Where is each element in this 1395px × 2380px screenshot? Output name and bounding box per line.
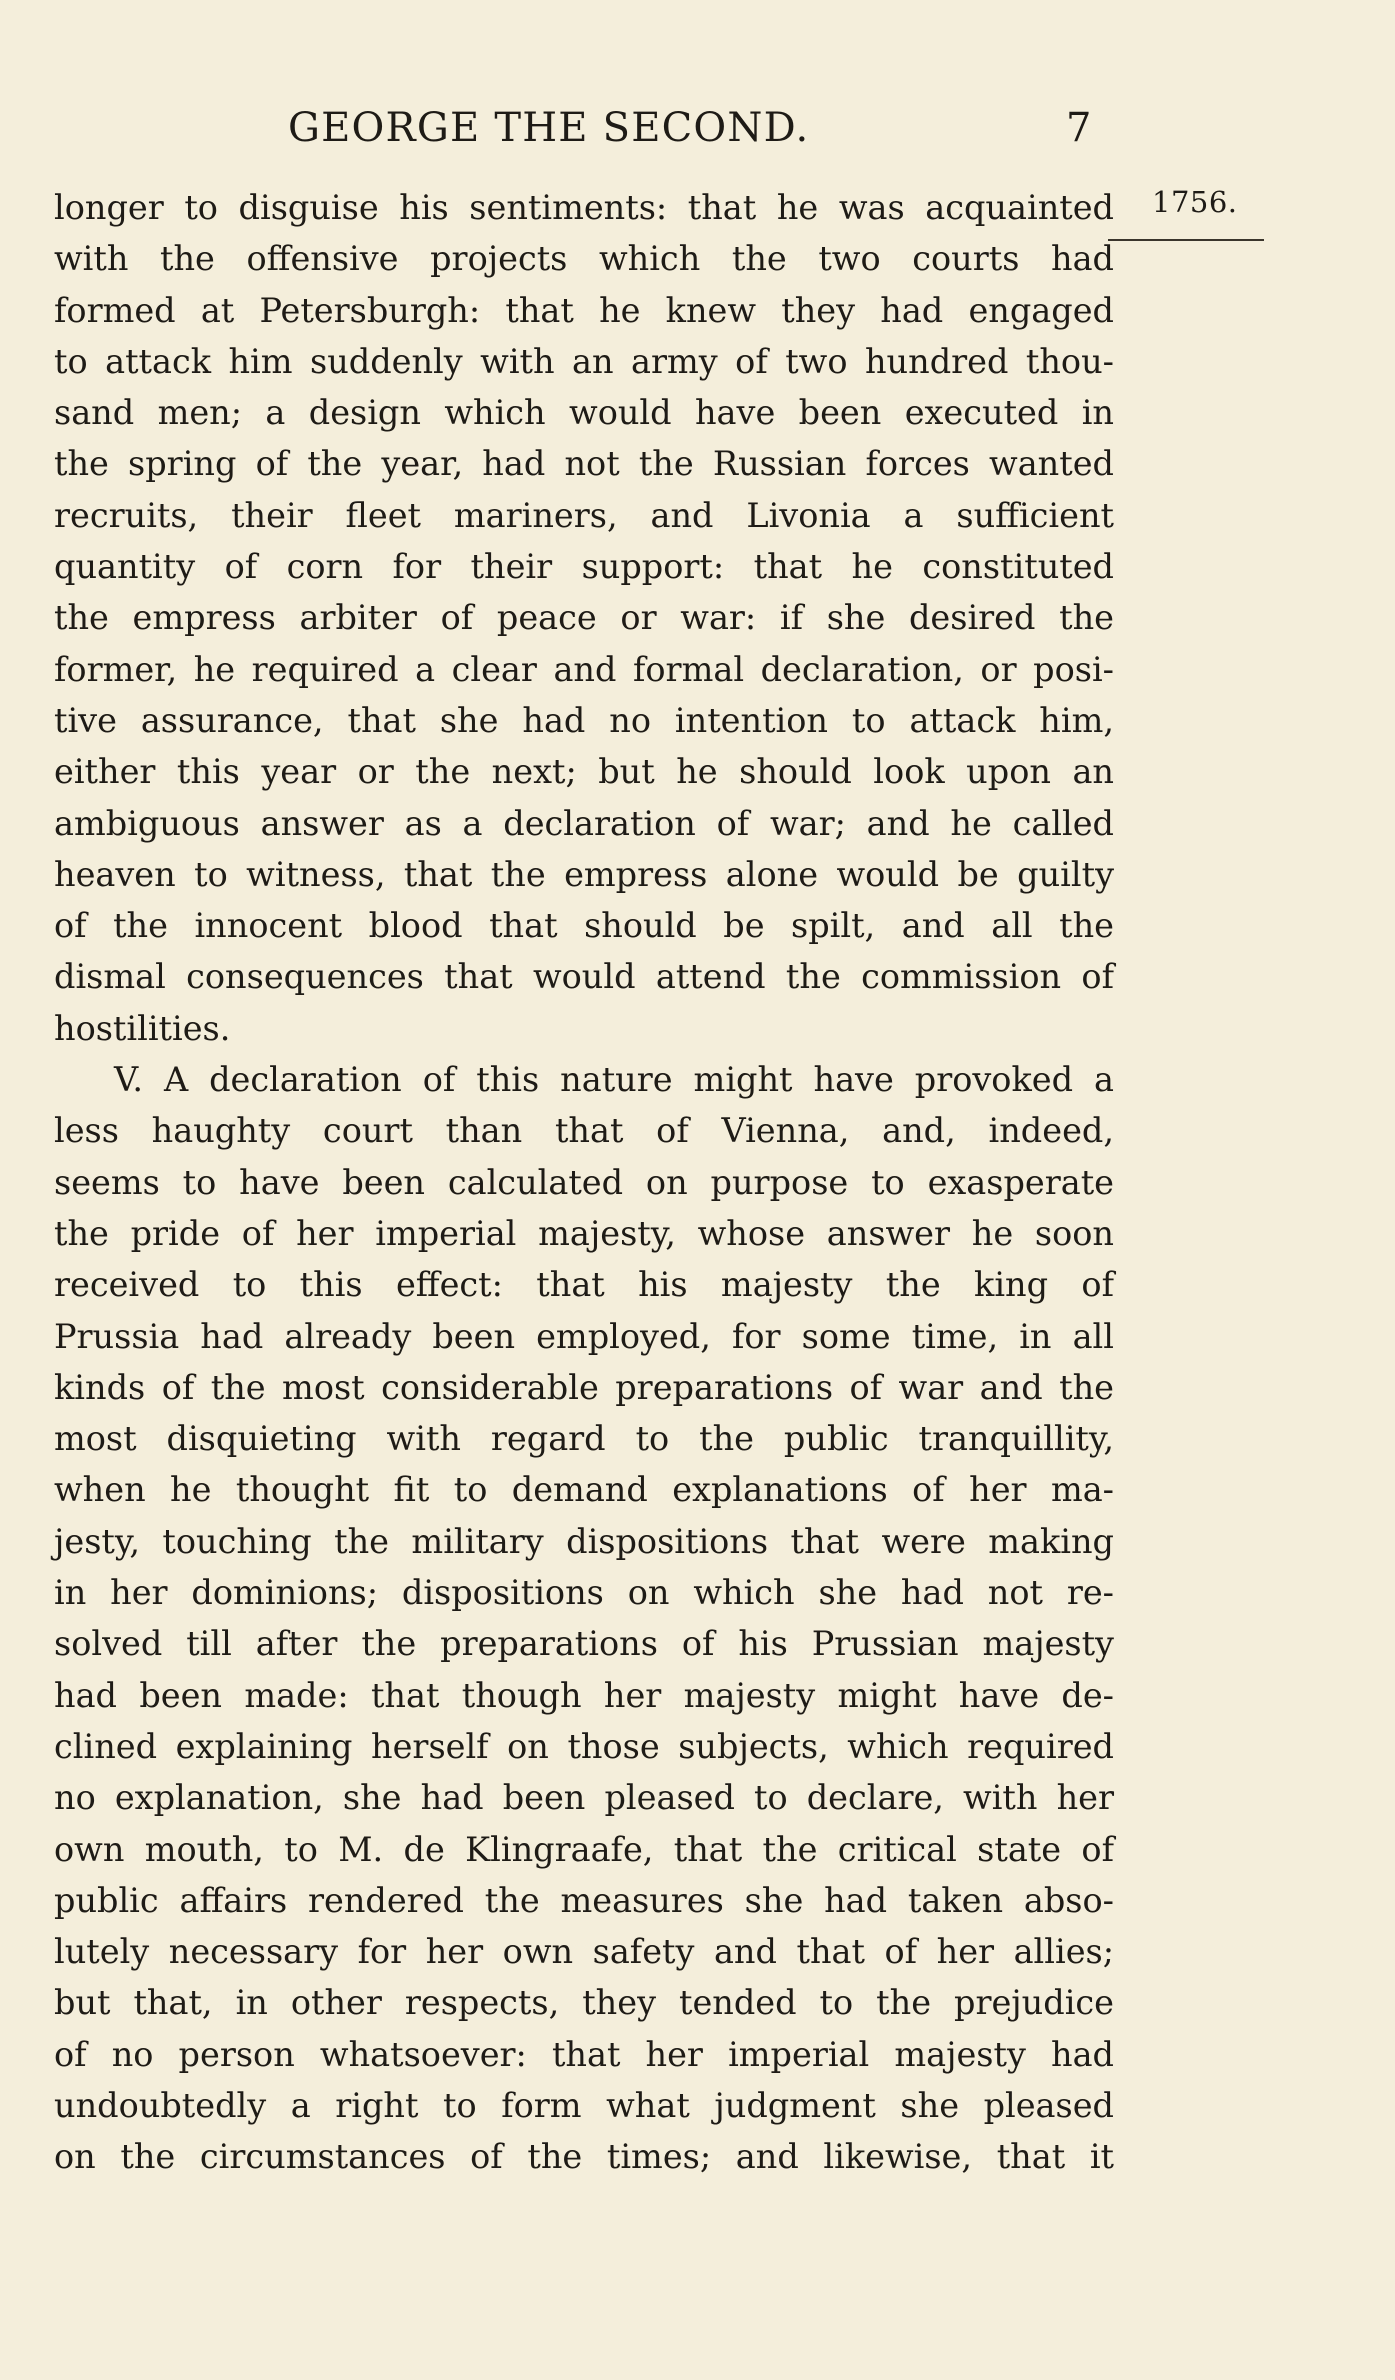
text-line: public affairs rendered the measures she had taken abso- bbox=[54, 1880, 1114, 1920]
text-line: the empress arbiter of peace or war: if she desired the bbox=[54, 598, 1114, 638]
text-line: on the circumstances of the times; and likewise, that it bbox=[54, 2137, 1114, 2177]
text-line: but that, in other respects, they tended to the prejudice bbox=[54, 1983, 1114, 2023]
text-line: seems to have been calculated on purpose to exasperate bbox=[54, 1162, 1114, 1202]
text-line: no explanation, she had been pleased to declare, with her bbox=[54, 1778, 1114, 1818]
text-line: with the offensive projects which the two courts had bbox=[54, 239, 1114, 279]
text-line: Prussia had already been employed, for some time, in all bbox=[54, 1316, 1114, 1356]
margin-year-note: 1756. bbox=[1152, 185, 1238, 219]
text-line: kinds of the most considerable preparations of war and the bbox=[54, 1367, 1114, 1407]
margin-rule bbox=[1108, 239, 1264, 241]
running-head bbox=[0, 98, 1395, 158]
text-line: heaven to witness, that the empress alone would be guilty bbox=[54, 854, 1114, 894]
paragraph-start-line: V. A declaration of this nature might have provoked a bbox=[114, 1060, 1114, 1100]
text-line: most disquieting with regard to the public tranquillity, bbox=[54, 1419, 1114, 1459]
text-line: the spring of the year, had not the Russian forces wanted bbox=[54, 444, 1114, 484]
text-line: to attack him suddenly with an army of two hundred thou- bbox=[54, 341, 1114, 381]
text-line: longer to disguise his sentiments: that he was acquainted bbox=[54, 188, 1114, 227]
text-line: former, he required a clear and formal declaration, or posi- bbox=[54, 649, 1114, 689]
text-line: the pride of her imperial majesty, whose answer he soon bbox=[54, 1213, 1114, 1253]
text-line: of no person whatsoever: that her imperial majesty had bbox=[54, 2034, 1114, 2074]
text-line: lutely necessary for her own safety and that of her allies; bbox=[54, 1932, 1114, 1972]
text-line: had been made: that though her majesty might have de- bbox=[54, 1675, 1114, 1715]
text-line: dismal consequences that would attend the commission of bbox=[54, 957, 1114, 997]
text-line: jesty, touching the military dispositions that were making bbox=[54, 1521, 1114, 1561]
text-line: quantity of corn for their support: that he constituted bbox=[54, 547, 1114, 587]
page-number: 7 bbox=[1066, 105, 1092, 151]
paragraph-end-line: hostilities. bbox=[54, 1008, 231, 1048]
text-line: in her dominions; dispositions on which she had not re- bbox=[54, 1573, 1114, 1613]
text-line: when he thought fit to demand explanations of her ma- bbox=[54, 1470, 1114, 1510]
running-title: GEORGE THE SECOND. bbox=[288, 105, 810, 151]
text-line: ambiguous answer as a declaration of war; and he called bbox=[54, 803, 1114, 843]
text-line: solved till after the preparations of his Prussian majesty bbox=[54, 1624, 1114, 1664]
body-text bbox=[54, 182, 1114, 2183]
text-line: either this year or the next; but he should look upon an bbox=[54, 752, 1114, 792]
text-line: sand men; a design which would have been executed in bbox=[54, 393, 1114, 433]
text-line: formed at Petersburgh: that he knew they had engaged bbox=[54, 290, 1114, 330]
text-line: received to this effect: that his majesty the king of bbox=[54, 1265, 1114, 1305]
text-line: undoubtedly a right to form what judgment she pleased bbox=[54, 2085, 1114, 2125]
text-line: of the innocent blood that should be spilt, and all the bbox=[54, 906, 1114, 946]
text-line: less haughty court than that of Vienna, and, indeed, bbox=[54, 1111, 1114, 1151]
text-line: clined explaining herself on those subjects, which required bbox=[54, 1726, 1114, 1766]
text-line: tive assurance, that she had no intention to attack him, bbox=[54, 700, 1114, 740]
text-line: recruits, their fleet mariners, and Livonia a sufficient bbox=[54, 495, 1114, 535]
text-line: own mouth, to M. de Klingraafe, that the critical state of bbox=[54, 1829, 1114, 1869]
